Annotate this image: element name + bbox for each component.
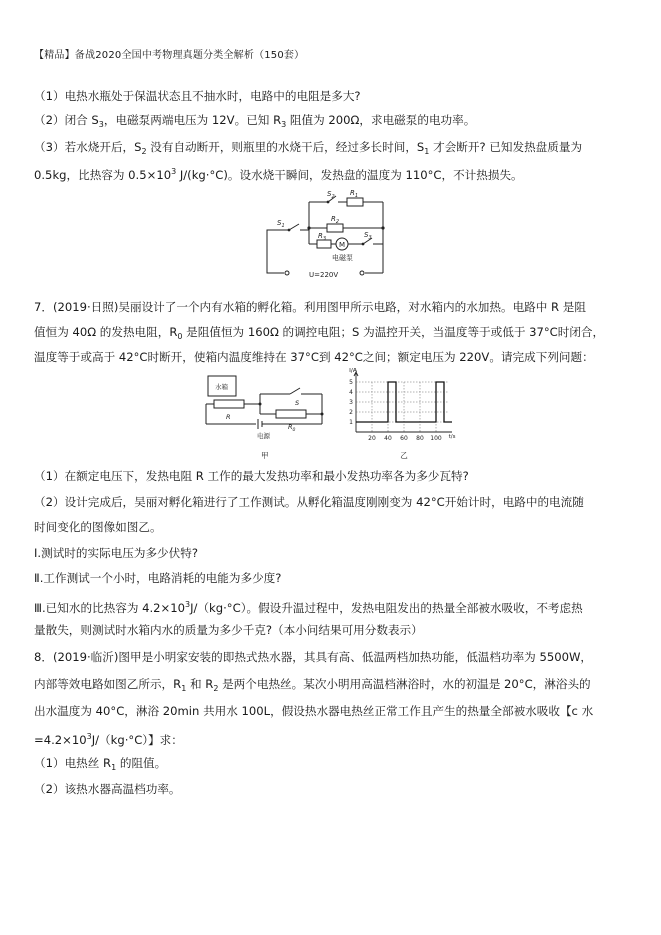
s1-label: $S_1$: [277, 219, 285, 229]
s2-label: $S_2$: [327, 190, 335, 200]
q7-part2-line2: 时间变化的图像如图乙。: [34, 520, 162, 534]
q6-part2-text-b: ，电磁泵两端电压为 12V。已知 R: [103, 113, 282, 127]
q8-part2: （2）该热水器高温档功率。: [34, 782, 181, 796]
q8-line2-text-b: 和 R: [186, 677, 214, 691]
q8-line4-sup: 3: [86, 732, 92, 741]
graph-xtick: 100: [430, 435, 442, 442]
graph-xlabel: t/s: [448, 434, 456, 440]
voltage-label: U=220V: [309, 271, 339, 279]
q7-sub-iii-line2: 量散失，则测试时水箱内水的质量为多少千克?（本小问结果可用分数表示）: [34, 623, 423, 637]
q6-part3-text-a: （3）若水烧开后，S: [34, 140, 142, 154]
q8-line2-sub1: 1: [181, 684, 187, 693]
s-label: S: [295, 399, 300, 407]
q7-part1: （1）在额定电压下，发热电阻 R 工作的最大发热功率和最小发热功率各为多少瓦特?: [34, 469, 469, 483]
r3-label: $R_3$: [318, 232, 327, 242]
r0-label: $R_0$: [288, 423, 296, 433]
q6-part2-text-c: 阻值为 200Ω，求电磁泵的电功率。: [286, 113, 476, 127]
q6-part2-text-a: （2）闭合 S: [34, 113, 99, 127]
q8-part1: [34, 755, 166, 776]
q6-part3-text-b: 没有自动断开，则瓶里的水烧干后，经过多长时间，S: [146, 140, 425, 154]
q7-sub-iii-line1: [34, 597, 583, 616]
q6-part3-text-c: 才会断开? 已知发热盘质量为: [429, 140, 583, 154]
q8-part1-sub: 1: [111, 763, 117, 772]
graph-xtick: 40: [384, 435, 392, 442]
q8-line2-text-a: 内部等效电路如图乙所示，R: [34, 677, 182, 691]
q8-part1-text-a: （1）电热丝 R: [34, 756, 112, 770]
q7-line2-sub: 0: [177, 332, 183, 341]
pump-label: 电磁泵: [332, 254, 353, 262]
q6-part2: [34, 112, 475, 133]
q6-part2-sub1: 3: [98, 120, 104, 129]
q6-part3-sub2: 1: [424, 147, 430, 156]
graph-ytick: 4: [349, 389, 353, 396]
q8-line2-sub2: 2: [213, 684, 219, 693]
q8-part1-text-b: 的阻值。: [116, 756, 167, 770]
q8-line2: [34, 676, 591, 697]
figure-caption-jia: 甲: [261, 451, 269, 460]
current-time-graph: [348, 368, 460, 464]
graph-ytick: 3: [349, 399, 353, 406]
q8-line4-text-a: =4.2×10: [34, 733, 87, 747]
q7-sub-iii-sup: 3: [185, 600, 191, 609]
r-label: R: [226, 413, 231, 421]
q6-part3-cont-text-b: J/(kg·°C)。设水烧干瞬间，发热盘的温度为 110°C，不计热损失。: [176, 168, 523, 182]
graph-ytick: 5: [349, 379, 353, 386]
circuit-diagram-1: [262, 188, 397, 284]
q7-part2-line1: （2）设计完成后，吴丽对孵化箱进行了工作测试。从孵化箱温度刚刚变为 42°C开始计时，电路中的电流随: [34, 495, 584, 509]
q6-part3-cont: [34, 164, 523, 183]
q6-part3-sub1: 2: [141, 147, 147, 156]
q6-part1: （1）电热水瓶处于保温状态且不抽水时，电路中的电阻是多大?: [34, 89, 361, 103]
q6-part3-cont-sup: 3: [171, 167, 177, 176]
q7-sub-iii-text-b: J/（kg·°C）。假设升温过程中，发热电阻发出的热量全部被水吸收，不考虑热: [190, 601, 583, 615]
q6-part3-cont-text-a: 0.5kg，比热容为 0.5×10: [34, 168, 172, 182]
q8-line3: 出水温度为 40°C，淋浴 20min 共用水 100L，假设热水器电热丝正常工作且产生的热量全部被水吸收【c 水: [34, 704, 594, 718]
q8-line4: [34, 729, 183, 748]
q7-sub-iii-text-a: Ⅲ.已知水的比热容为 4.2×10: [34, 601, 186, 615]
graph-xtick: 60: [400, 435, 408, 442]
q7-line2-text-a: 值恒为 40Ω 的发热电阻，R: [34, 325, 178, 339]
source-label: 电源: [257, 432, 270, 440]
graph-ytick: 1: [349, 419, 353, 426]
s3-label: $S_3$: [364, 231, 372, 241]
page-header: 【精品】备战2020全国中考物理真题分类全解析（150套）: [34, 50, 305, 61]
r2-label: $R_2$: [331, 215, 340, 225]
q7-sub-ii: Ⅱ.工作测试一个小时，电路消耗的电能为多少度?: [34, 571, 282, 585]
q6-part3: [34, 139, 582, 160]
q7-line1: 7．(2019·日照)吴丽设计了一个内有水箱的孵化箱。利用图甲所示电路，对水箱内的水加热。电路中 R 是阻: [34, 300, 586, 314]
q7-line2: [34, 324, 604, 345]
q8-line1: 8．(2019·临沂)图甲是小明家安装的即热式热水器，其具有高、低温两档加热功能，低温档功率为 5500W，: [34, 650, 593, 664]
q8-line2-text-c: 是两个电热丝。某次小明用高温档淋浴时，水的初温是 20°C，淋浴头的: [218, 677, 591, 691]
figure-caption-yi: 乙: [400, 451, 408, 460]
graph-xtick: 20: [368, 435, 376, 442]
q8-line4-text-b: J/（kg·°C）】求：: [91, 733, 183, 747]
r1-label: $R_1$: [350, 189, 359, 199]
graph-xtick: 80: [416, 435, 424, 442]
graph-ylabel: I/A: [349, 368, 357, 374]
circuit-diagram-2: [200, 372, 340, 464]
q7-line2-text-b: 是阻值恒为 160Ω 的调控电阻；S 为温控开关，当温度等于或低于 37°C时闭合，: [182, 325, 605, 339]
q6-part2-sub2: 3: [281, 120, 287, 129]
tank-label: 水箱: [215, 383, 228, 391]
motor-label: M: [339, 241, 346, 249]
q7-sub-i: Ⅰ.测试时的实际电压为多少伏特?: [34, 546, 198, 560]
graph-ytick: 2: [349, 409, 353, 416]
q7-line3: 温度等于或高于 42°C时断开，使箱内温度维持在 37°C到 42°C之间；额定电压为 220V。请完成下列问题：: [34, 350, 594, 364]
